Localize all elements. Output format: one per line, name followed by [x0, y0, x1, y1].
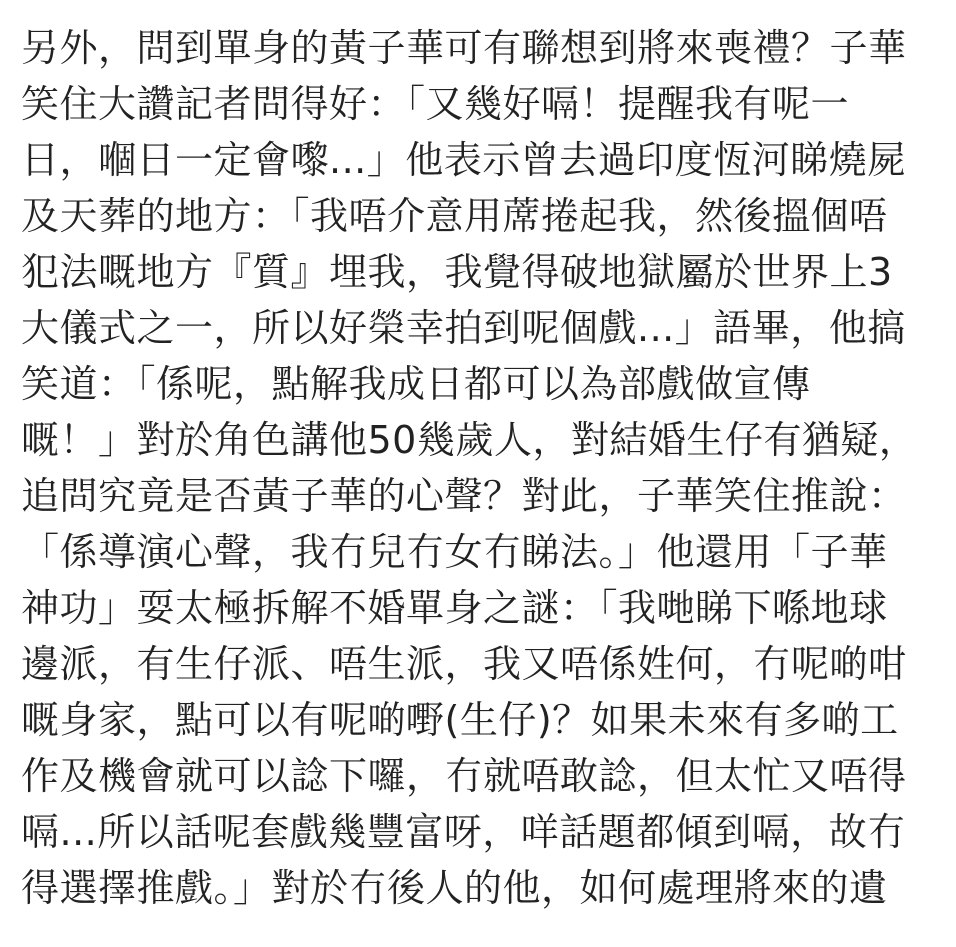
- article-line-11: 神功」耍太極拆解不婚單身之謎：「我哋睇下喺地球: [21, 586, 888, 630]
- article-line-15: 嗝...所以話呢套戲幾豐富呀，咩話題都傾到嗝，故冇: [21, 810, 906, 854]
- article-line-12: 邊派，有生仔派、唔生派，我又唔係姓何，冇呢啲咁: [21, 642, 907, 686]
- article-line-5: 犯法嘅地方『質』埋我，我覺得破地獄屬於世界上3: [21, 250, 893, 294]
- article-line-6: 大儀式之一，所以好榮幸拍到呢個戲...」語畢，他搞: [21, 306, 906, 350]
- article-line-8: 嘅！」對於角色講他50幾歲人，對結婚生仔有猶疑，: [21, 418, 918, 462]
- article-line-10: 「係導演心聲，我冇兒冇女冇睇法。」他還用「子華: [21, 530, 888, 574]
- article-line-3: 日，嗰日一定會嚟...」他表示曾去過印度恆河睇燒屍: [21, 138, 906, 182]
- article-line-13: 嘅身家，點可以有呢啲嘢(生仔)？如果未來有多啲工: [21, 698, 899, 742]
- article-line-16: 得選擇推戲。」對於冇後人的他，如何處理將來的遺: [21, 866, 888, 910]
- article-line-4: 及天葬的地方：「我唔介意用蓆捲起我，然後搵個唔: [21, 194, 888, 238]
- article-line-14: 作及機會就可以諗下囉，冇就唔敢諗，但太忙又唔得: [21, 754, 907, 798]
- article-line-1: 另外，問到單身的黃子華可有聯想到將來喪禮？子華: [21, 26, 907, 70]
- article-line-9: 追問究竟是否黃子華的心聲？對此，子華笑住推說：: [21, 474, 907, 518]
- article-line-7: 笑道：「係呢，點解我成日都可以為部戲做宣傳: [21, 362, 811, 406]
- article-body: [21, 20, 941, 916]
- article-line-2: 笑住大讚記者問得好：「又幾好嗝！提醒我有呢一: [21, 82, 850, 126]
